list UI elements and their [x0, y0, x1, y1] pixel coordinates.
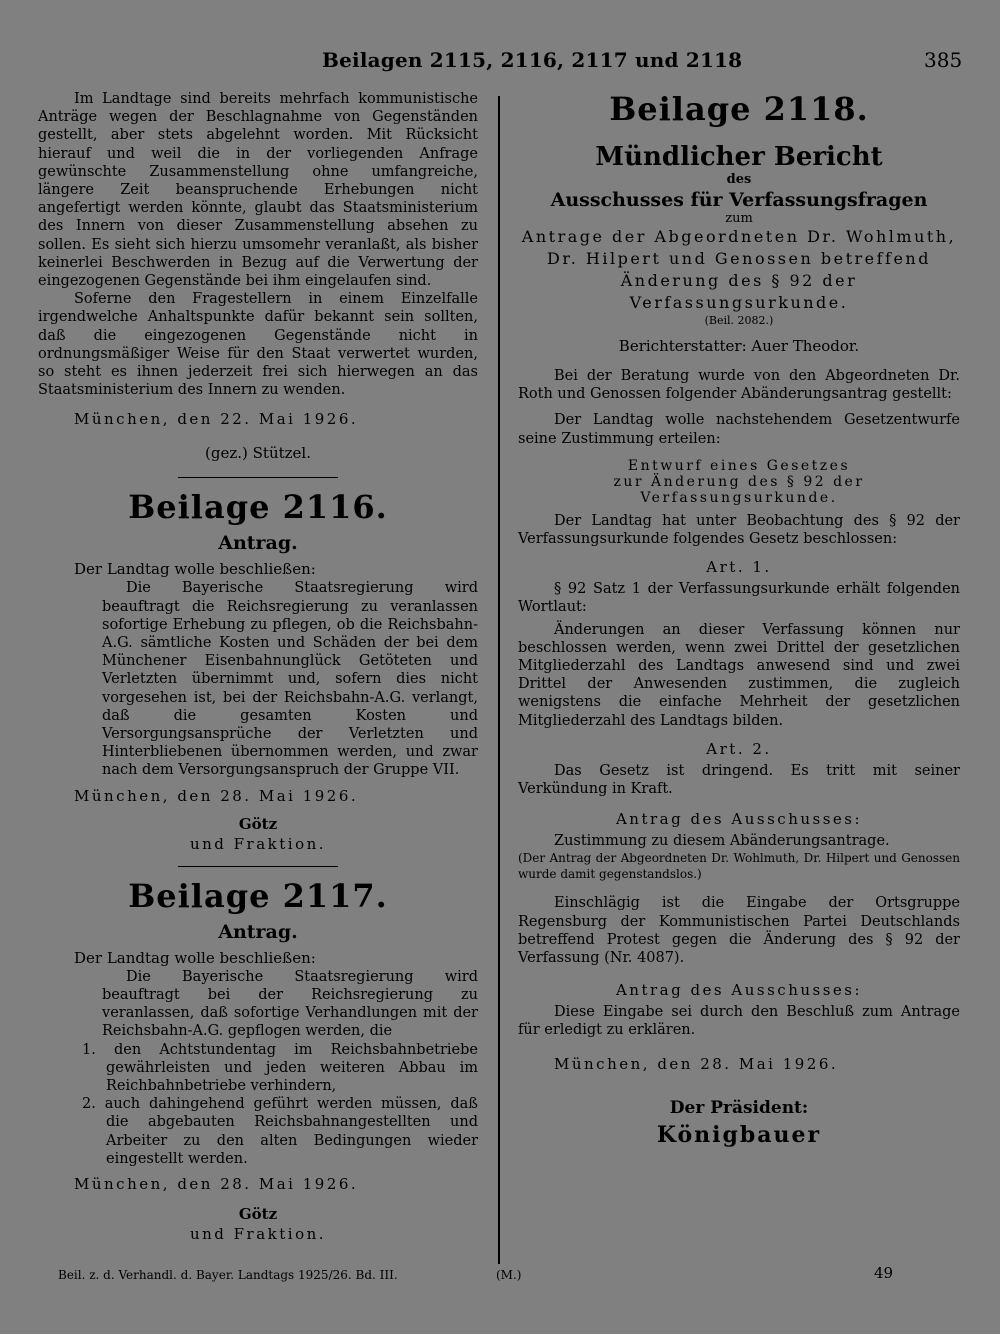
answer-paragraph-1: Im Landtage sind bereits mehrfach kommunistische Anträge wegen der Beschlagnahme von Gegenständen gestellt, aber stets abgelehnt worden. Mit Rücksicht hierauf und weil die in der vorliegenden Anfrage gewünschte Zusammenstellung ohne umfangreiche, längere Zeit beanspruchende Erhebungen nicht angefertigt werden könnte, glaubt das Staatsministerium des Innern von dieser Zusammenstellung absehen zu sollen. Es sieht sich hierzu umsomehr veranlaßt, als bisher keinerlei Beschwerden in Bezug auf die Verwertung der eingezogenen Gegenstände bei ihm eingelaufen sind. [38, 91, 478, 290]
beilage-2117-item-1: 1. den Achtstundentag im Reichsbahnbetriebe gewährleisten und jeden weiteren Abbau im Reichbahnbetriebe verhindern, [82, 1041, 478, 1094]
report-paragraph-5: Diese Eingabe sei durch den Beschluß zum Antrage für erledigt zu erklären. [518, 1004, 960, 1039]
report-paragraph-2: Der Landtag wolle nachstehendem Gesetzentwurfe seine Zustimmung erteilen: [518, 412, 960, 447]
beilage-2116-antrag: Antrag. [218, 532, 298, 555]
beilage-2116-signer: Götz [238, 814, 278, 833]
page-header [0, 46, 1000, 76]
answer-date: München, den 22. Mai 1926. [74, 410, 359, 429]
footer-sheet-number: 49 [874, 1264, 894, 1282]
footer-mark: (M.) [496, 1268, 522, 1282]
article-1-title: Art. 1. [706, 558, 772, 577]
column-divider [498, 96, 500, 1264]
section-rule [178, 477, 338, 478]
report-zum: zum [725, 211, 753, 226]
beilage-2117-intro: Der Landtag wolle beschließen: [74, 948, 316, 967]
report-title: Mündlicher Bericht [595, 142, 883, 172]
section-rule [178, 866, 338, 867]
beilage-2117-text: Die Bayerische Staatsregierung wird beauftragt bei der Reichsregierung zu veranlassen, daß sofortige Verhandlungen mit der Reichsbahn-A.G. gepflogen werden, die [102, 968, 478, 1040]
answer-signature: (gez.) Stützel. [205, 444, 311, 463]
left-column [38, 90, 478, 1244]
president-name: Königbauer [656, 1121, 822, 1148]
beilage-2117-heading: Beilage 2117. [128, 876, 388, 915]
beilage-2116-intro: Der Landtag wolle beschließen: [74, 560, 316, 579]
committee-motion-2: Antrag des Ausschusses: [615, 981, 863, 1000]
reporter: Berichterstatter: Auer Theodor. [618, 337, 860, 355]
report-des-1: des [726, 172, 752, 187]
report-date: München, den 28. Mai 1926. [554, 1054, 839, 1073]
motion-note: (Der Antrag der Abgeordneten Dr. Wohlmuth, Dr. Hilpert und Genossen wurde damit gegenstandslos.) [518, 851, 960, 882]
committee-motion-1: Antrag des Ausschusses: [615, 810, 863, 829]
beilage-2117-date: München, den 28. Mai 1926. [74, 1174, 359, 1193]
committee-approval: Zustimmung zu diesem Abänderungsantrage. [554, 833, 890, 850]
beilage-2117-item-2: 2. auch dahingehend geführt werden müssen, daß die abgebauten Reichsbahnangestellten und Arbeiter zu den alten Bedingungen wieder eingestellt werden. [82, 1096, 478, 1167]
beilage-2116-heading: Beilage 2116. [128, 488, 388, 527]
committee-name: Ausschusses für Verfassungsfragen [550, 189, 928, 211]
draft-title-2: zur Änderung des § 92 der Verfassungsurkunde. [613, 473, 865, 506]
report-paragraph-1: Bei der Beratung wurde von den Abgeordneten Dr. Roth und Genossen folgender Abänderungsantrag gestellt: [518, 368, 960, 403]
beilage-2117-group: und Fraktion. [189, 1224, 327, 1243]
beilage-2117-signer: Götz [238, 1204, 278, 1223]
page-number: 385 [924, 48, 963, 72]
report-paragraph-3: Der Landtag hat unter Beobachtung des § 92 der Verfassungsurkunde folgendes Gesetz beschlossen: [518, 512, 960, 548]
answer-paragraph-2: Soferne den Fragestellern in einem Einzelfalle irgendwelche Anhaltspunkte dafür bekannt sein sollten, daß die eingezogenen Gegenstände nicht in ordnungsmäßiger Weise für den Staat verwertet wurden, so steht es ihnen jederzeit frei sich hierwegen an das Staatsministerium des Innern zu wenden. [38, 291, 478, 399]
article-1-text: § 92 Satz 1 der Verfassungsurkunde erhält folgenden Wortlaut: [518, 581, 960, 616]
article-2-text: Das Gesetz ist dringend. Es tritt mit seiner Verkündung in Kraft. [518, 762, 960, 798]
footer-source: Beil. z. d. Verhandl. d. Bayer. Landtags 1925/26. Bd. III. [58, 1268, 398, 1282]
beilage-2116-date: München, den 28. Mai 1926. [74, 786, 359, 805]
right-column [518, 90, 960, 1148]
beilage-2116-group: und Fraktion. [189, 834, 327, 853]
report-paragraph-4: Einschlägig ist die Eingabe der Ortsgruppe Regensburg der Kommunistischen Partei Deutschlands betreffend Protest gegen die Änderung des § 92 der Verfassung (Nr. 4087). [518, 895, 960, 967]
motion-reference: (Beil. 2082.) [704, 314, 774, 327]
article-1-quote: Änderungen an dieser Verfassung können nur beschlossen werden, wenn zwei Drittel der gesetzlichen Mitgliederzahl des Landtags anwesend sind und zwei Drittel der Anwesenden zustimmen, die zugleich wenigstens die einfache Mehrheit der gesetzlichen Mitgliederzahl des Landtags bilden. [518, 621, 960, 729]
motion-subject: Antrage der Abgeordneten Dr. Wohlmuth, Dr. Hilpert und Genossen betreffend Änderung des § 92 der Verfassungsurkunde. [521, 227, 957, 312]
beilage-2118-heading: Beilage 2118. [609, 90, 869, 128]
draft-title-1: Entwurf eines Gesetzes [627, 457, 851, 474]
article-2-title: Art. 2. [706, 739, 772, 758]
president-label: Der Präsident: [669, 1097, 809, 1118]
beilage-2116-text: Die Bayerische Staatsregierung wird beauftragt die Reichsregierung zu veranlassen sofortige Erhebung zu pflegen, ob die Reichsbahn-A.G. sämtliche Kosten und Schäden der bei dem Münchener Eisenbahnunglück Getöteten und Verletzten übernimmt und, sofern dies nicht vorgesehen ist, bei der Reichsbahn-A.G. verlangt, daß die gesamten Kosten und Versorgungsansprüche der Verletzten und Hinterbliebenen übernommen werden, und zwar nach dem Versorgungsanspruch der Gruppe VII. [102, 580, 478, 779]
running-title: Beilagen 2115, 2116, 2117 und 2118 [322, 48, 743, 72]
beilage-2117-antrag: Antrag. [218, 920, 298, 943]
